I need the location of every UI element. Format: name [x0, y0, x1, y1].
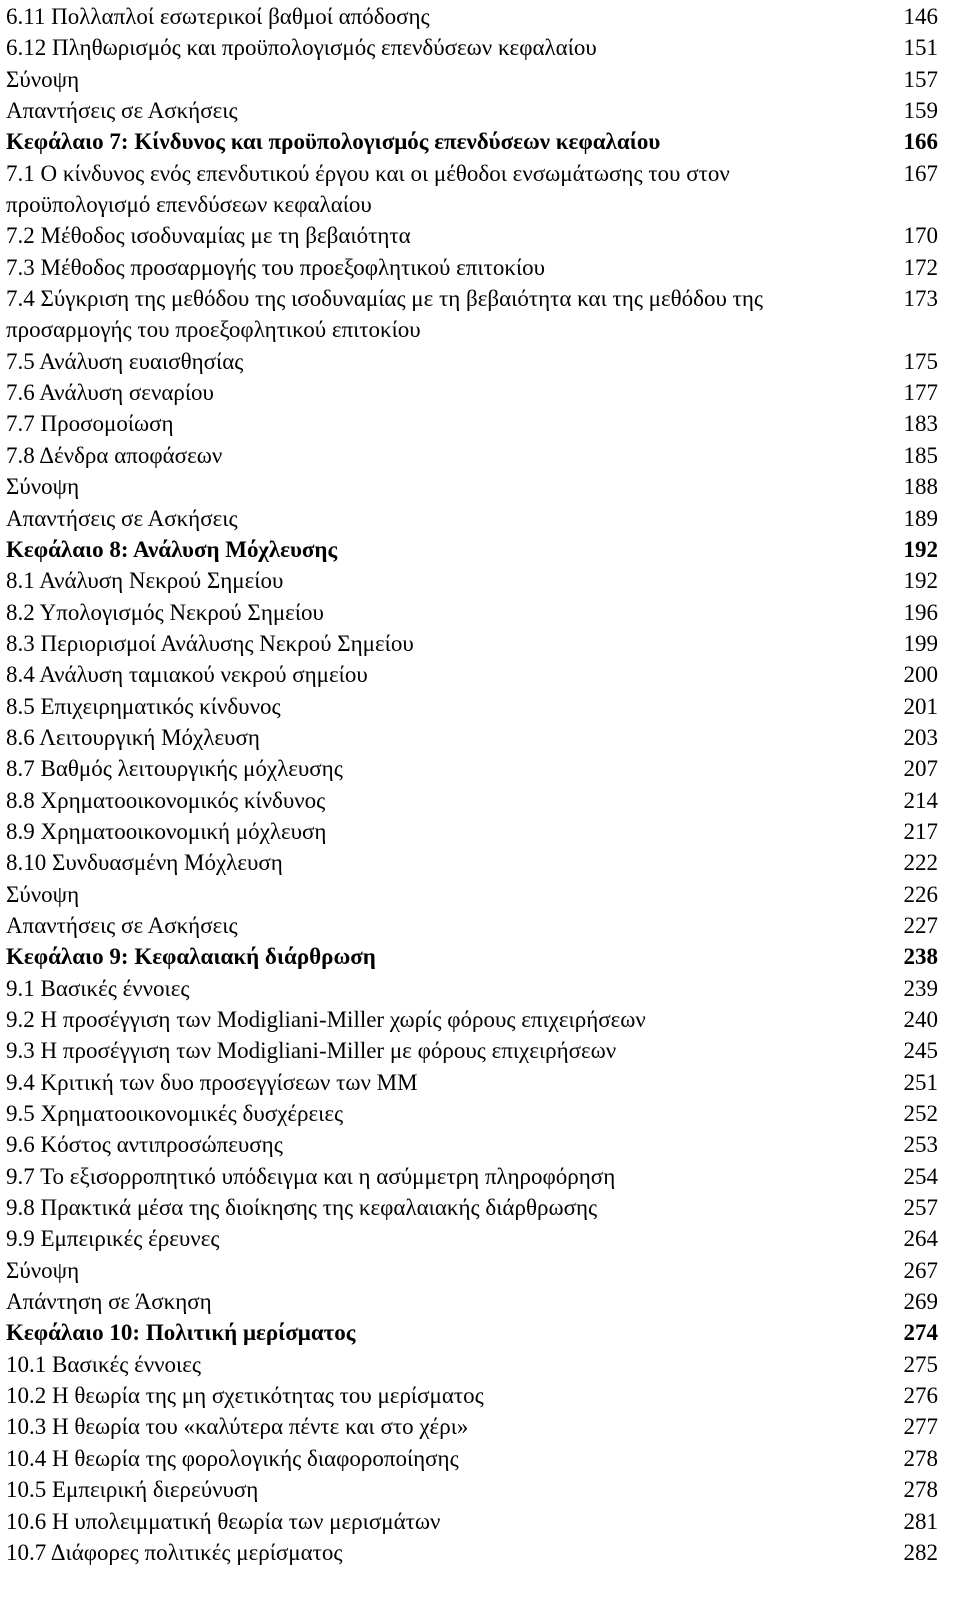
- toc-entry-title: 9.7 Το εξισορροπητικό υπόδειγμα και η ασύμμετρη πληροφόρηση: [6, 1163, 616, 1189]
- toc-entry-title: 8.1 Ανάλυση Νεκρού Σημείου: [6, 568, 284, 594]
- toc-entry-page: 278: [903, 1445, 938, 1471]
- toc-entry-title: 7.3 Μέθοδος προσαρμογής του προεξοφλητικού επιτοκίου: [6, 254, 546, 280]
- toc-entry-title: Απαντήσεις σε Ασκήσεις: [6, 505, 238, 531]
- toc-entry: [0, 64, 960, 95]
- toc-entry: [0, 408, 960, 439]
- toc-entry: [0, 95, 960, 126]
- toc-entry-title: 8.4 Ανάλυση ταμιακού νεκρού σημείου: [6, 662, 368, 688]
- toc-entry-title: 6.11 Πολλαπλοί εσωτερικοί βαθμοί απόδοσης: [6, 4, 430, 29]
- toc-entry-page: 167: [903, 160, 938, 186]
- toc-entry-title: 9.1 Βασικές έννοιες: [6, 975, 190, 1001]
- toc-entry: [0, 1161, 960, 1192]
- toc-entry-title: 7.7 Προσομοίωση: [6, 411, 174, 437]
- toc-entry: [0, 1098, 960, 1129]
- toc-entry-page: 185: [903, 442, 938, 468]
- toc-chapter-heading: [0, 534, 960, 565]
- toc-entry-title: 8.7 Βαθμός λειτουργικής μόχλευσης: [6, 756, 343, 782]
- toc-entry: [0, 471, 960, 502]
- toc-chapter-page: 166: [903, 129, 938, 155]
- toc-entry-title: 8.3 Περιορισμοί Ανάλυσης Νεκρού Σημείου: [6, 630, 414, 656]
- toc-entry: [0, 1035, 960, 1066]
- toc-entry: [0, 628, 960, 659]
- toc-entry-page: 188: [903, 474, 938, 500]
- toc-entry: [0, 1129, 960, 1160]
- toc-entry: [0, 659, 960, 690]
- toc-chapter-page: 238: [903, 944, 938, 970]
- toc-chapter-heading: [0, 126, 960, 157]
- toc-entry: [0, 220, 960, 251]
- toc-entry-page: 277: [903, 1414, 938, 1440]
- toc-entry-page: 192: [903, 568, 938, 594]
- toc-entry-title: 6.12 Πληθωρισμός και προϋπολογισμός επενδύσεων κεφαλαίου: [6, 35, 597, 61]
- toc-entry-page: 189: [903, 505, 938, 531]
- toc-entry-title: 9.2 Η προσέγγιση των Modigliani-Miller χωρίς φόρους επιχειρήσεων: [6, 1007, 646, 1032]
- toc-entry-title: 9.8 Πρακτικά μέσα της διοίκησης της κεφαλαιακής διάρθρωσης: [6, 1195, 598, 1221]
- toc-entry: [0, 32, 960, 63]
- toc-chapter-page: 274: [903, 1320, 938, 1346]
- toc-entry: [0, 847, 960, 878]
- toc-chapter-page: 192: [903, 536, 938, 562]
- toc-entry-title: 10.7 Διάφορες πολιτικές μερίσματος: [6, 1539, 343, 1565]
- toc-entry-title: 7.6 Ανάλυση σεναρίου: [6, 380, 214, 406]
- toc-entry-page: 269: [903, 1289, 938, 1315]
- toc-entry: [0, 722, 960, 753]
- toc-entry-title: 10.4 Η θεωρία της φορολογικής διαφοροποίησης: [6, 1445, 459, 1471]
- toc-entry: [0, 252, 960, 283]
- toc-entry-page: 253: [903, 1132, 938, 1158]
- toc-entry-page: 275: [903, 1351, 938, 1377]
- toc-entry-title: 9.9 Εμπειρικές έρευνες: [6, 1226, 220, 1252]
- toc-entry-page: 254: [903, 1163, 938, 1189]
- toc-entry-page: 251: [903, 1069, 938, 1095]
- toc-entry-page: 281: [903, 1508, 938, 1534]
- toc-entry-page: 177: [903, 380, 938, 406]
- toc-entry: [0, 565, 960, 596]
- toc-entry: [0, 377, 960, 408]
- toc-entry: [0, 1, 960, 32]
- toc-entry: [0, 816, 960, 847]
- toc-entry-title: 10.6 Η υπολειμματική θεωρία των μερισμάτων: [6, 1508, 441, 1534]
- toc-entry-page: 175: [903, 348, 938, 374]
- toc-entry-title: Απαντήσεις σε Ασκήσεις: [6, 98, 238, 124]
- toc-entry-page: 222: [903, 850, 938, 876]
- toc-chapter-heading: [0, 1317, 960, 1348]
- toc-entry: [0, 597, 960, 628]
- toc-entry: [0, 691, 960, 722]
- toc-entry: [0, 1506, 960, 1537]
- toc-entry-page: 226: [903, 881, 938, 907]
- toc-entry: [0, 440, 960, 471]
- toc-entry: [0, 1537, 960, 1568]
- toc-entry-title: 10.1 Βασικές έννοιες: [6, 1351, 201, 1377]
- toc-entry-page: 203: [903, 724, 938, 750]
- toc-entry: [0, 1067, 960, 1098]
- toc-chapter-title: Κεφάλαιο 10: Πολιτική μερίσματος: [6, 1320, 356, 1346]
- toc-entry-page: 227: [903, 912, 938, 938]
- toc-entry: [0, 346, 960, 377]
- toc-entry-page: 159: [903, 98, 938, 124]
- toc-entry-page: 257: [903, 1195, 938, 1221]
- toc-entry: [0, 785, 960, 816]
- toc-chapter-title: Κεφάλαιο 9: Κεφαλαιακή διάρθρωση: [6, 944, 376, 970]
- toc-entry-title: 9.5 Χρηματοοικονομικές δυσχέρειες: [6, 1101, 344, 1127]
- toc-entry: [0, 1443, 960, 1474]
- toc-entry: [0, 973, 960, 1004]
- toc-entry-title: Σύνοψη: [6, 474, 80, 500]
- toc-entry-page: 151: [903, 35, 938, 61]
- toc-entry: [0, 1474, 960, 1505]
- toc-entry-page: 199: [903, 630, 938, 656]
- toc-entry-title: Σύνοψη: [6, 1257, 80, 1283]
- toc-entry-page: 217: [903, 818, 938, 844]
- toc-entry-page: 239: [903, 975, 938, 1001]
- toc-entry-page: 264: [903, 1226, 938, 1252]
- toc-entry: [0, 910, 960, 941]
- toc-entry-page: 207: [903, 756, 938, 782]
- toc-entry-page: 196: [903, 599, 938, 625]
- toc-entry-page: 173: [903, 286, 938, 312]
- toc-entry-title: 7.8 Δένδρα αποφάσεων: [6, 442, 223, 468]
- toc-entry-page: 252: [903, 1101, 938, 1127]
- toc-entry-page: 183: [903, 411, 938, 437]
- toc-entry: [0, 1223, 960, 1254]
- toc-entry-title: 7.2 Μέθοδος ισοδυναμίας με τη βεβαιότητα: [6, 223, 411, 249]
- toc-entry-title: 8.6 Λειτουργική Μόχλευση: [6, 724, 260, 750]
- toc-entry-title: 8.8 Χρηματοοικονομικός κίνδυνος: [6, 787, 326, 813]
- toc-entry: [0, 753, 960, 784]
- toc-entry-page: 172: [903, 254, 938, 280]
- toc-entry-title: Σύνοψη: [6, 66, 80, 92]
- toc-chapter-title: Κεφάλαιο 8: Ανάλυση Μόχλευσης: [6, 536, 338, 562]
- toc-entry-page: 200: [903, 662, 938, 688]
- toc-entry-page: 146: [903, 4, 938, 29]
- toc-entry: [0, 158, 960, 221]
- toc-entry-page: 278: [903, 1477, 938, 1503]
- toc-entry-title: 7.1 Ο κίνδυνος ενός επενδυτικού έργου και οι μέθοδοι ενσωμάτωσης του στον προϋπολογισμό επενδύσεων κεφαλαίου: [6, 160, 730, 218]
- toc-entry-page: 245: [903, 1038, 938, 1064]
- toc-entry-page: 157: [903, 66, 938, 92]
- toc-entry: [0, 1004, 960, 1035]
- toc-entry: [0, 1411, 960, 1442]
- toc-entry: [0, 1255, 960, 1286]
- toc-entry-page: 201: [903, 693, 938, 719]
- toc-entry-page: 214: [903, 787, 938, 813]
- toc-entry: [0, 1286, 960, 1317]
- toc-entry-title: 9.3 Η προσέγγιση των Modigliani-Miller με φόρους επιχειρήσεων: [6, 1038, 617, 1064]
- toc-entry-title: 8.10 Συνδυασμένη Μόχλευση: [6, 850, 283, 876]
- toc-entry-page: 282: [903, 1539, 938, 1565]
- toc-entry: [0, 1380, 960, 1411]
- toc-entry-page: 267: [903, 1257, 938, 1283]
- toc-chapter-heading: [0, 941, 960, 972]
- toc-entry-title: Σύνοψη: [6, 881, 80, 907]
- toc-entry-title: 9.4 Κριτική των δυο προσεγγίσεων των ΜΜ: [6, 1069, 418, 1095]
- toc-entry-title: 10.3 Η θεωρία του «καλύτερα πέντε και στο χέρι»: [6, 1414, 469, 1440]
- toc-entry-title: Απάντηση σε Άσκηση: [6, 1289, 212, 1315]
- toc-entry: [0, 503, 960, 534]
- toc-entry-title: Απαντήσεις σε Ασκήσεις: [6, 912, 238, 938]
- toc-entry-title: 7.4 Σύγκριση της μεθόδου της ισοδυναμίας με τη βεβαιότητα και της μεθόδου της προσαρμογής του προεξοφλητικού επιτοκίου: [6, 286, 764, 343]
- toc-entry-page: 170: [903, 223, 938, 249]
- toc-entry-title: 7.5 Ανάλυση ευαισθησίας: [6, 348, 244, 374]
- toc-entry-title: 10.5 Εμπειρική διερεύνυση: [6, 1477, 259, 1503]
- toc-entry-title: 8.5 Επιχειρηματικός κίνδυνος: [6, 693, 281, 719]
- toc-entry: [0, 283, 960, 346]
- toc-entry: [0, 1349, 960, 1380]
- toc-entry: [0, 1192, 960, 1223]
- toc-chapter-title: Κεφάλαιο 7: Κίνδυνος και προϋπολογισμός επενδύσεων κεφαλαίου: [6, 129, 661, 155]
- toc-entry-title: 8.9 Χρηματοοικονομική μόχλευση: [6, 818, 327, 844]
- toc-entry: [0, 879, 960, 910]
- toc-entry-title: 10.2 Η θεωρία της μη σχετικότητας του μερίσματος: [6, 1383, 484, 1409]
- toc-entry-page: 240: [903, 1007, 938, 1032]
- toc-entry-page: 276: [903, 1383, 938, 1409]
- toc-entry-title: 8.2 Υπολογισμός Νεκρού Σημείου: [6, 599, 324, 625]
- toc-entry-title: 9.6 Κόστος αντιπροσώπευσης: [6, 1132, 283, 1158]
